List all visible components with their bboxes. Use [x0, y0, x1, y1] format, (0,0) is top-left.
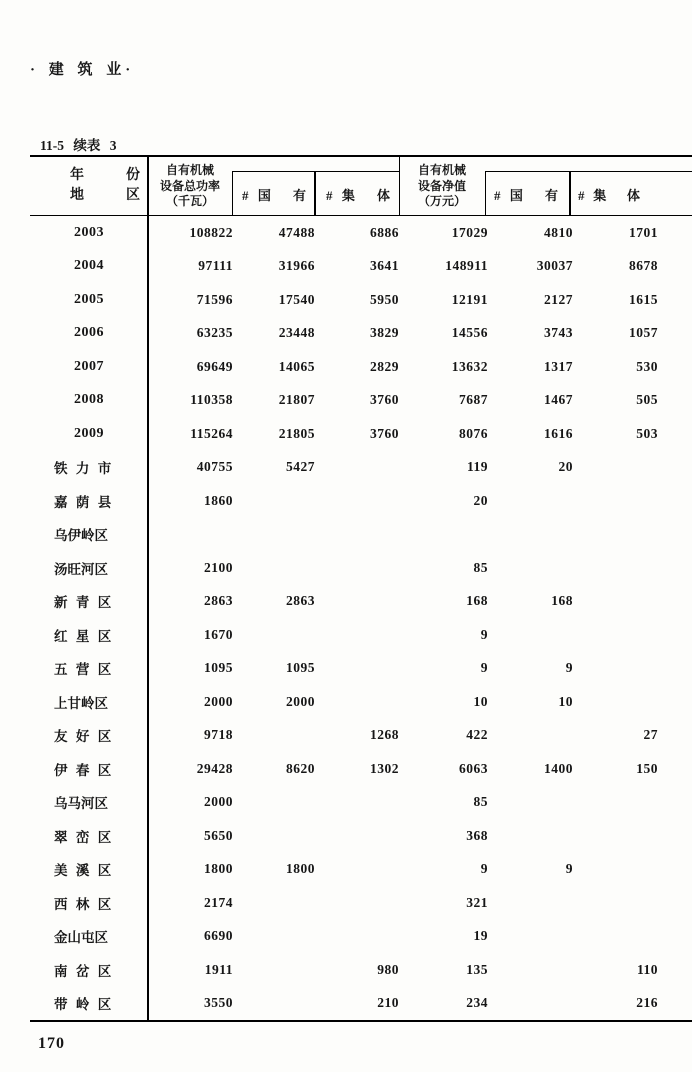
- value-cell-netvalue-state: 30037: [536, 258, 573, 274]
- table-row: [30, 618, 692, 652]
- value-cell-net-value: 85: [473, 794, 488, 810]
- value-cell-netvalue-state: 3743: [544, 325, 573, 341]
- value-cell-power-collective: 1268: [370, 727, 399, 743]
- value-cell-power-state: 31966: [278, 258, 315, 274]
- row-label: 2006: [74, 325, 104, 341]
- value-cell-netvalue-state: 9: [565, 861, 573, 877]
- value-cell-net-value: 9: [480, 626, 488, 642]
- value-cell-total-power: 108822: [189, 224, 233, 240]
- value-cell-power-state: 23448: [278, 325, 315, 341]
- group1-title-line1: 自有机械: [165, 163, 214, 177]
- value-cell-netvalue-state: 2127: [544, 291, 573, 307]
- group1-collective-header: #集 体: [326, 188, 390, 203]
- group2-state-owned-header: #国 有: [494, 188, 558, 203]
- value-cell-power-collective: 3829: [370, 325, 399, 341]
- value-cell-netvalue-state: 1616: [544, 425, 573, 441]
- table-row: [30, 317, 692, 351]
- year-region-header: [70, 166, 140, 206]
- group2-title-line1: 自有机械: [417, 163, 466, 177]
- value-cell-power-state: 14065: [278, 358, 315, 374]
- value-cell-power-collective: 3760: [370, 425, 399, 441]
- table-row: [30, 685, 692, 719]
- value-cell-total-power: 71596: [196, 291, 233, 307]
- value-cell-net-value: 20: [473, 492, 488, 508]
- value-cell-power-collective: 980: [377, 961, 399, 977]
- value-cell-total-power: 29428: [196, 760, 233, 776]
- value-cell-net-value: 6063: [459, 760, 488, 776]
- value-cell-net-value: 9: [480, 861, 488, 877]
- row-label: 上甘岭区: [54, 695, 108, 711]
- value-cell-netvalue-state: 1467: [544, 392, 573, 408]
- table-row: [30, 953, 692, 987]
- value-cell-power-state: 1095: [286, 660, 315, 676]
- value-cell-net-value: 422: [466, 727, 488, 743]
- table-row: [30, 886, 692, 920]
- value-cell-netvalue-state: 20: [558, 459, 573, 475]
- value-cell-total-power: 110358: [190, 392, 233, 408]
- row-label: 五 营 区: [54, 662, 112, 678]
- row-label: 翠 峦 区: [54, 829, 112, 845]
- value-cell-total-power: 9718: [204, 727, 233, 743]
- value-cell-total-power: 69649: [196, 358, 233, 374]
- value-cell-power-state: 1800: [286, 861, 315, 877]
- value-cell-power-state: 2863: [286, 593, 315, 609]
- table-row: [30, 853, 692, 887]
- row-label: 西 林 区: [54, 896, 112, 912]
- year-header-label: 年 份: [70, 168, 140, 183]
- table-row: [30, 719, 692, 753]
- value-cell-netvalue-state: 168: [551, 593, 573, 609]
- value-cell-power-collective: 5950: [370, 291, 399, 307]
- value-cell-netvalue-collective: 27: [643, 727, 658, 743]
- table-row: [30, 417, 692, 451]
- table-body: [30, 216, 692, 1020]
- value-cell-net-value: 13632: [451, 358, 488, 374]
- value-cell-net-value: 7687: [459, 392, 488, 408]
- column-divider-line: [147, 157, 149, 1020]
- value-cell-total-power: 63235: [196, 325, 233, 341]
- value-cell-net-value: 119: [466, 459, 488, 475]
- row-label: 2009: [74, 425, 104, 441]
- group1-title: [148, 163, 232, 210]
- table-row: [30, 384, 692, 418]
- row-label: 2003: [74, 224, 104, 240]
- value-cell-power-state: 2000: [286, 693, 315, 709]
- value-cell-netvalue-collective: 110: [636, 961, 658, 977]
- value-cell-power-state: 21807: [278, 392, 315, 408]
- group2-collective-header: #集 体: [578, 188, 640, 203]
- table-row: [30, 920, 692, 954]
- value-cell-total-power: 2100: [204, 559, 233, 575]
- value-cell-netvalue-collective: 503: [636, 425, 658, 441]
- value-cell-total-power: 1095: [204, 660, 233, 676]
- region-header-label: 地 区: [70, 188, 140, 203]
- value-cell-power-state: 17540: [278, 291, 315, 307]
- value-cell-power-state: 8620: [286, 760, 315, 776]
- value-cell-total-power: 3550: [204, 995, 233, 1011]
- group2-title-line3: （万元）: [417, 194, 466, 208]
- group2-title-line2: 设备净值: [417, 178, 466, 193]
- value-cell-net-value: 321: [466, 894, 488, 910]
- row-label: 南 岔 区: [54, 963, 112, 979]
- value-cell-net-value: 14556: [451, 325, 488, 341]
- row-label: 嘉 荫 县: [54, 494, 112, 510]
- table-row: [30, 819, 692, 853]
- value-cell-total-power: 1670: [204, 626, 233, 642]
- row-label: 金山屯区: [54, 930, 108, 946]
- table-row: [30, 216, 692, 250]
- row-label: 2004: [74, 258, 104, 274]
- value-cell-netvalue-collective: 1701: [629, 224, 658, 240]
- row-label: 乌马河区: [54, 796, 108, 812]
- value-cell-power-collective: 3760: [370, 392, 399, 408]
- value-cell-net-value: 148911: [445, 258, 488, 274]
- value-cell-net-value: 135: [466, 961, 488, 977]
- value-cell-netvalue-state: 1317: [544, 358, 573, 374]
- value-cell-net-value: 17029: [451, 224, 488, 240]
- value-cell-total-power: 2863: [204, 593, 233, 609]
- value-cell-total-power: 5650: [204, 827, 233, 843]
- group1-title-line3: （千瓦）: [165, 194, 214, 208]
- row-label: 红 星 区: [54, 628, 112, 644]
- group1-sub-divider: [314, 172, 316, 215]
- group1-state-owned-header: #国 有: [242, 188, 306, 203]
- table-row: [30, 987, 692, 1021]
- value-cell-power-state: 5427: [286, 459, 315, 475]
- value-cell-total-power: 2000: [204, 693, 233, 709]
- value-cell-power-collective: 3641: [370, 258, 399, 274]
- row-label: 汤旺河区: [54, 561, 108, 577]
- value-cell-total-power: 2174: [204, 894, 233, 910]
- section-header: · 建 筑 业·: [30, 62, 135, 78]
- table-row: [30, 652, 692, 686]
- value-cell-total-power: 40755: [196, 459, 233, 475]
- page-number: 170: [38, 1035, 65, 1052]
- value-cell-power-state: 21805: [278, 425, 315, 441]
- value-cell-net-value: 8076: [459, 425, 488, 441]
- group1-title-line2: 设备总功率: [159, 178, 220, 193]
- value-cell-netvalue-collective: 505: [636, 392, 658, 408]
- value-cell-netvalue-state: 1400: [544, 760, 573, 776]
- value-cell-total-power: 97111: [198, 258, 233, 274]
- value-cell-netvalue-collective: 1615: [629, 291, 658, 307]
- table-row: [30, 350, 692, 384]
- table-row: [30, 752, 692, 786]
- table-row: [30, 484, 692, 518]
- row-label: 美 溪 区: [54, 863, 112, 879]
- row-label: 2008: [74, 392, 104, 408]
- value-cell-net-value: 9: [480, 660, 488, 676]
- row-label: 伊 春 区: [54, 762, 112, 778]
- value-cell-netvalue-collective: 1057: [629, 325, 658, 341]
- row-label: 乌伊岭区: [54, 528, 108, 544]
- value-cell-total-power: 2000: [204, 794, 233, 810]
- value-cell-net-value: 10: [473, 693, 488, 709]
- value-cell-power-collective: 1302: [370, 760, 399, 776]
- group2-title: [399, 163, 485, 210]
- row-label: 新 青 区: [54, 595, 112, 611]
- value-cell-netvalue-collective: 216: [636, 995, 658, 1011]
- row-label: 友 好 区: [54, 729, 112, 745]
- value-cell-total-power: 1860: [204, 492, 233, 508]
- row-label: 2007: [74, 358, 104, 374]
- value-cell-netvalue-collective: 8678: [629, 258, 658, 274]
- statistics-table: [30, 155, 692, 1022]
- value-cell-net-value: 168: [466, 593, 488, 609]
- table-row: [30, 585, 692, 619]
- value-cell-net-value: 12191: [451, 291, 488, 307]
- value-cell-power-state: 47488: [278, 224, 315, 240]
- value-cell-power-collective: 6886: [370, 224, 399, 240]
- table-row: [30, 518, 692, 552]
- table-row: [30, 250, 692, 284]
- value-cell-net-value: 19: [473, 928, 488, 944]
- value-cell-netvalue-collective: 530: [636, 358, 658, 374]
- value-cell-netvalue-state: 4810: [544, 224, 573, 240]
- table-row: [30, 451, 692, 485]
- value-cell-net-value: 85: [473, 559, 488, 575]
- table-row: [30, 786, 692, 820]
- row-label: 2005: [74, 291, 104, 307]
- table-row: [30, 551, 692, 585]
- value-cell-total-power: 6690: [204, 928, 233, 944]
- value-cell-total-power: 115264: [190, 425, 233, 441]
- table-caption: 11-5 续表 3: [40, 138, 117, 153]
- value-cell-total-power: 1911: [204, 961, 233, 977]
- group2-sub-divider: [569, 172, 571, 215]
- table-row: [30, 283, 692, 317]
- value-cell-net-value: 368: [466, 827, 488, 843]
- table-header: [30, 157, 692, 216]
- value-cell-power-collective: 2829: [370, 358, 399, 374]
- value-cell-power-collective: 210: [377, 995, 399, 1011]
- value-cell-netvalue-collective: 150: [636, 760, 658, 776]
- value-cell-netvalue-state: 10: [558, 693, 573, 709]
- row-label: 带 岭 区: [54, 997, 112, 1013]
- value-cell-total-power: 1800: [204, 861, 233, 877]
- value-cell-netvalue-state: 9: [565, 660, 573, 676]
- value-cell-net-value: 234: [466, 995, 488, 1011]
- row-label: 铁 力 市: [54, 461, 112, 477]
